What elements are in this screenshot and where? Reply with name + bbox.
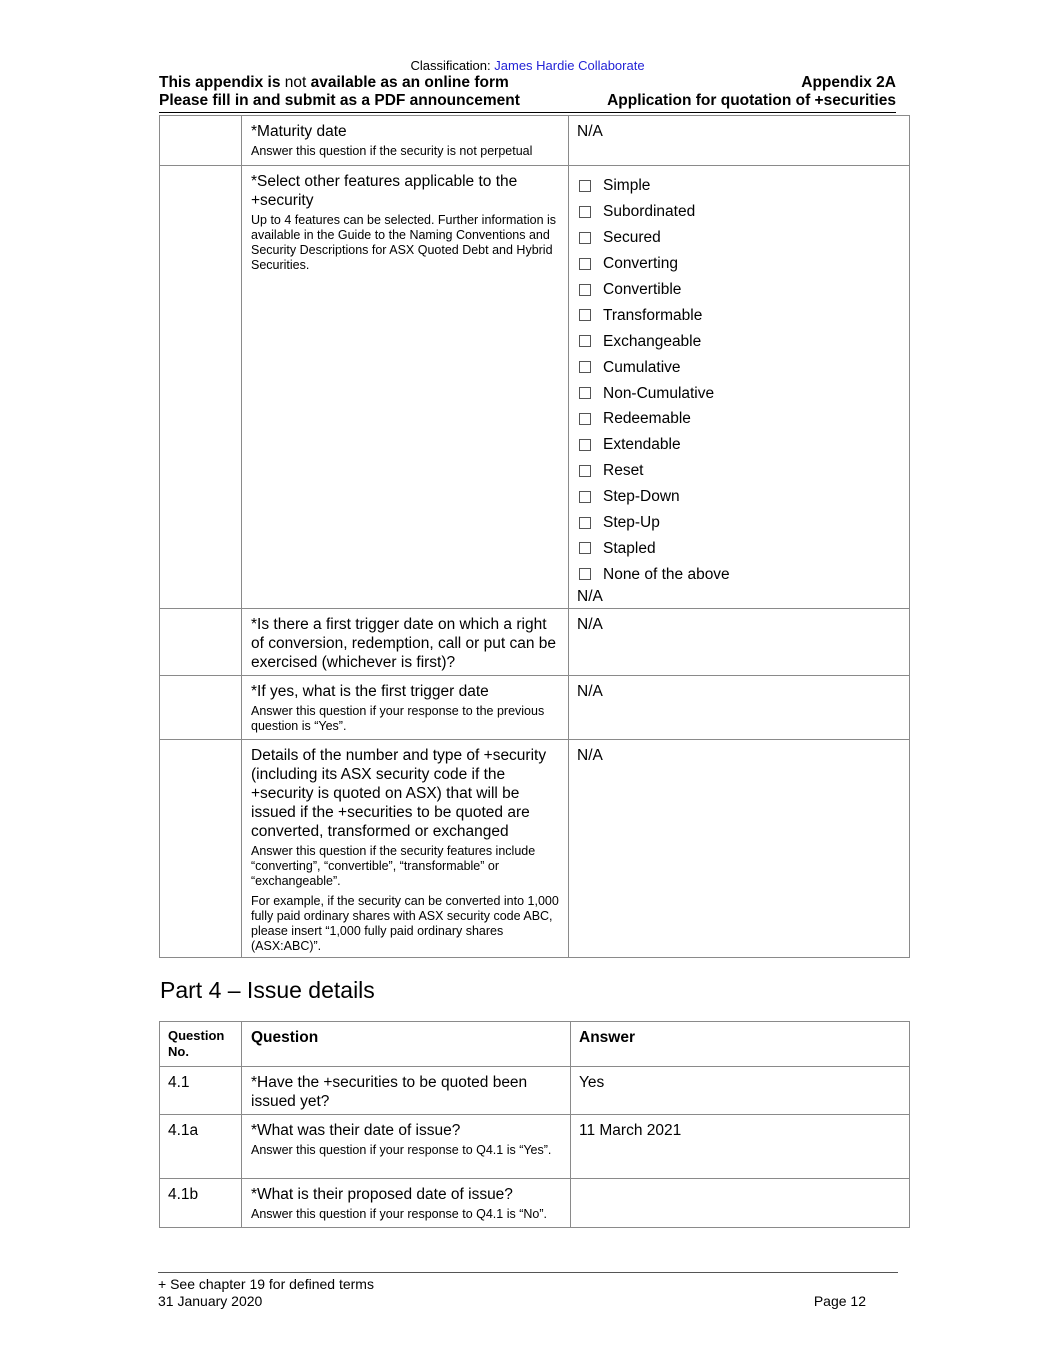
header-text-emphasis: not	[284, 74, 307, 91]
feature-option[interactable]	[577, 225, 901, 251]
question-note: Answer this question if the security is not perpetual	[251, 144, 533, 158]
checkbox-icon[interactable]	[579, 517, 591, 529]
header-left-line2: Please fill in and submit as a PDF announcement	[159, 92, 520, 109]
header-text: available as an online form	[310, 74, 509, 91]
feature-option[interactable]	[577, 380, 901, 406]
table-row	[160, 1115, 910, 1179]
checkbox-icon[interactable]	[579, 361, 591, 373]
feature-checklist	[577, 173, 901, 587]
checkbox-icon[interactable]	[579, 335, 591, 347]
feature-option[interactable]	[577, 302, 901, 328]
table-row	[160, 116, 910, 166]
answer-cell	[569, 166, 910, 609]
column-header-question: Question	[242, 1022, 571, 1067]
checkbox-icon[interactable]	[579, 232, 591, 244]
feature-option[interactable]	[577, 173, 901, 199]
question-text: Details of the number and type of +security (including its ASX security code if the +security is quoted on ASX) that will be issued if the +securities to be quoted are converted, transformed or exchanged	[251, 747, 547, 840]
answer-cell[interactable]	[571, 1179, 910, 1228]
question-cell	[242, 676, 569, 740]
checkbox-icon[interactable]	[579, 465, 591, 477]
question-text: *Select other features applicable to the +security	[251, 173, 518, 209]
checkbox-icon[interactable]	[579, 258, 591, 270]
feature-option[interactable]	[577, 251, 901, 277]
question-number-cell	[160, 116, 242, 166]
answer-cell[interactable]: N/A	[569, 676, 910, 740]
feature-label: Step-Up	[603, 514, 660, 532]
feature-label: Convertible	[603, 281, 682, 298]
footer-date: 31 January 2020	[158, 1293, 263, 1309]
question-number-cell: 4.1	[160, 1067, 242, 1115]
answer-cell[interactable]: Yes	[571, 1067, 910, 1115]
checkbox-icon[interactable]	[579, 206, 591, 218]
header-right-line1: Appendix 2A	[801, 74, 896, 91]
question-number-cell	[160, 740, 242, 958]
question-cell	[242, 740, 569, 958]
column-header-number: Question No.	[160, 1022, 242, 1067]
features-table	[159, 115, 910, 958]
feature-label: Transformable	[603, 306, 703, 324]
question-text: *Is there a first trigger date on which a right of conversion, redemption, call or put can be exercised (whichever is first)?	[251, 616, 557, 671]
question-number-cell	[160, 166, 242, 609]
question-note: Answer this question if the security features include “converting”, “convertible”, “transformable” or “exchangeable”.	[251, 844, 536, 888]
feature-option[interactable]	[577, 535, 901, 561]
answer-value[interactable]: N/A	[577, 588, 603, 606]
question-note: Answer this question if your response to Q4.1 is “No”.	[251, 1207, 547, 1221]
question-cell	[242, 1115, 571, 1179]
question-text: *Maturity date	[251, 123, 347, 140]
table-row	[160, 676, 910, 740]
checkbox-icon[interactable]	[579, 309, 591, 321]
feature-label: Subordinated	[603, 203, 696, 221]
feature-option[interactable]	[577, 328, 901, 354]
question-number-cell: 4.1a	[160, 1115, 242, 1179]
checkbox-icon[interactable]	[579, 542, 591, 554]
feature-label: Exchangeable	[603, 332, 702, 350]
checkbox-icon[interactable]	[579, 180, 591, 192]
table-row	[160, 166, 910, 609]
question-note: For example, if the security can be converted into 1,000 fully paid ordinary shares with ASX security code ABC, please insert “1,000 fully paid ordinary shares (ASX:ABC)”.	[251, 894, 559, 953]
question-text: *What is their proposed date of issue?	[251, 1186, 513, 1203]
answer-cell[interactable]: N/A	[569, 116, 910, 166]
checkbox-icon[interactable]	[579, 387, 591, 399]
checkbox-icon[interactable]	[579, 568, 591, 580]
header-right-line2: Application for quotation of +securities	[607, 92, 896, 109]
question-cell	[242, 609, 569, 676]
question-cell	[242, 166, 569, 609]
feature-option[interactable]	[577, 406, 901, 432]
question-text: *What was their date of issue?	[251, 1122, 461, 1139]
feature-option[interactable]	[577, 432, 901, 458]
question-note: Answer this question if your response to Q4.1 is “Yes”.	[251, 1143, 552, 1157]
page-number: Page 12	[813, 1293, 866, 1309]
question-text: *Have the +securities to be quoted been issued yet?	[251, 1074, 528, 1110]
feature-label: Step-Down	[603, 488, 680, 506]
table-row	[160, 609, 910, 676]
feature-option[interactable]	[577, 510, 901, 536]
feature-label: Extendable	[603, 436, 681, 454]
table-row	[160, 1179, 910, 1228]
feature-label: Redeemable	[603, 410, 691, 428]
page-header	[159, 74, 896, 113]
feature-label: Cumulative	[603, 358, 681, 376]
question-number-cell: 4.1b	[160, 1179, 242, 1228]
feature-option[interactable]	[577, 484, 901, 510]
feature-option[interactable]	[577, 277, 901, 303]
classification-label: Classification:	[410, 58, 491, 73]
checkbox-icon[interactable]	[579, 439, 591, 451]
answer-cell[interactable]: N/A	[569, 609, 910, 676]
feature-option[interactable]	[577, 458, 901, 484]
feature-label: Reset	[603, 462, 644, 480]
question-note: Up to 4 features can be selected. Further information is available in the Guide to the Naming Conventions and Security Descriptions for ASX Quoted Debt and Hybrid Securities.	[251, 213, 557, 272]
header-text: This appendix is	[159, 74, 281, 91]
question-cell	[242, 116, 569, 166]
table-header-row	[160, 1022, 910, 1067]
question-number-cell	[160, 609, 242, 676]
checkbox-icon[interactable]	[579, 284, 591, 296]
page-footer	[158, 1272, 898, 1310]
question-cell	[242, 1179, 571, 1228]
question-text: *If yes, what is the first trigger date	[251, 683, 489, 700]
question-cell	[242, 1067, 571, 1115]
classification-value: James Hardie Collaborate	[494, 58, 645, 73]
table-row	[160, 740, 910, 958]
footer-defined-terms: + See chapter 19 for defined terms	[158, 1276, 374, 1292]
feature-label: Converting	[603, 255, 678, 273]
checkbox-icon[interactable]	[579, 491, 591, 503]
feature-label: Simple	[603, 177, 651, 195]
column-header-answer: Answer	[571, 1022, 910, 1067]
feature-option[interactable]	[577, 354, 901, 380]
answer-cell[interactable]: N/A	[569, 740, 910, 958]
feature-label: Non-Cumulative	[603, 384, 715, 402]
feature-label: Stapled	[603, 539, 656, 557]
question-note: Answer this question if your response to the previous question is “Yes”.	[251, 704, 545, 733]
feature-label: Secured	[603, 229, 661, 247]
question-number-cell	[160, 676, 242, 740]
classification-line	[0, 58, 1055, 73]
issue-details-table	[159, 1021, 910, 1228]
feature-label: None of the above	[603, 565, 730, 583]
header-left-line1	[159, 74, 509, 92]
checkbox-icon[interactable]	[579, 413, 591, 425]
table-row	[160, 1067, 910, 1115]
answer-cell[interactable]: 11 March 2021	[571, 1115, 910, 1179]
feature-option[interactable]	[577, 199, 901, 225]
feature-option[interactable]	[577, 561, 901, 587]
section-title: Part 4 – Issue details	[160, 977, 375, 1003]
